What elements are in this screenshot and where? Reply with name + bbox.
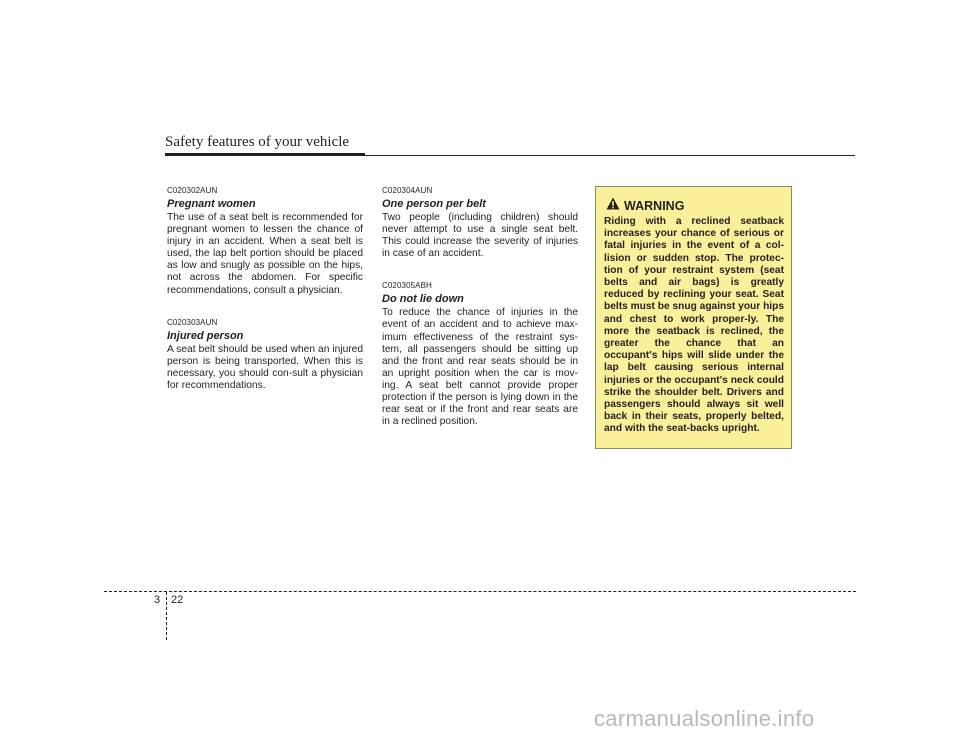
section-body: The use of a seat belt is recommended for pregnant women to lessen the chance of injury in an accident. When a seat belt is used, the lap belt portion should be placed as low and snugly as possible on the hips, not across the abdomen. For specific recommendations, consult a physician. (167, 212, 363, 296)
section-code: C020304AUN (382, 186, 433, 195)
section-code: C020303AUN (167, 317, 218, 327)
warning-title: WARNING (624, 199, 685, 213)
section-body: A seat belt should be used when an injured person is being transported. When this is necessary, you should con-sult a physician for recommendations. (167, 343, 363, 391)
chapter-number: 3 (154, 594, 161, 606)
warning-box (595, 186, 792, 449)
warning-triangle-icon (606, 197, 620, 215)
section-code: C020305ABH (382, 281, 432, 291)
middle-column (382, 186, 578, 428)
watermark: carmanualsonline.info (594, 706, 815, 731)
section-code: C020302AUN (167, 186, 218, 195)
header-bar (165, 153, 365, 156)
left-column (167, 186, 363, 392)
section-heading: Pregnant women (167, 198, 256, 210)
section-heading: One person per belt (382, 198, 486, 210)
section-heading: Injured person (167, 329, 244, 342)
header-rule (365, 155, 855, 156)
footer-rule (104, 591, 856, 592)
page-header-title: Safety features of your vehicle (165, 134, 350, 150)
section-heading: Do not lie down (382, 293, 464, 306)
section-body: To reduce the chance of injuries in the event of an accident and to achieve max-imum effectiveness of the restraint sys-tem, all passengers should be sitting up and the front and rear seats should be in an upright position when the car is mov-ing. A seat belt cannot provide proper protection if the person is lying down in the rear seat or if the front and rear seats are in a reclined position. (382, 307, 578, 428)
warning-header (606, 197, 784, 215)
page-number: 22 (171, 594, 184, 606)
warning-body: Riding with a reclined seatback increases your chance of serious or fatal injuries in the event of a col-lision or sudden stop. The protec-tion of your restraint system (seat belts and air bags) is greatly reduced by reclining your seat. Seat belts must be snug against your hips and chest to work proper-ly. The more the seatback is reclined, the greater the chance that an occupant's hips will slide under the lap belt causing serious internal injuries or the occupant's neck could strike the shoulder belt. Drivers and passengers should always sit well back in their seats, properly belted, and with the seat-backs upright. (604, 216, 785, 435)
footer-divider (166, 592, 167, 640)
section-body: Two people (including children) should never attempt to use a single seat belt. This could increase the severity of injuries in case of an accident. (382, 212, 578, 260)
